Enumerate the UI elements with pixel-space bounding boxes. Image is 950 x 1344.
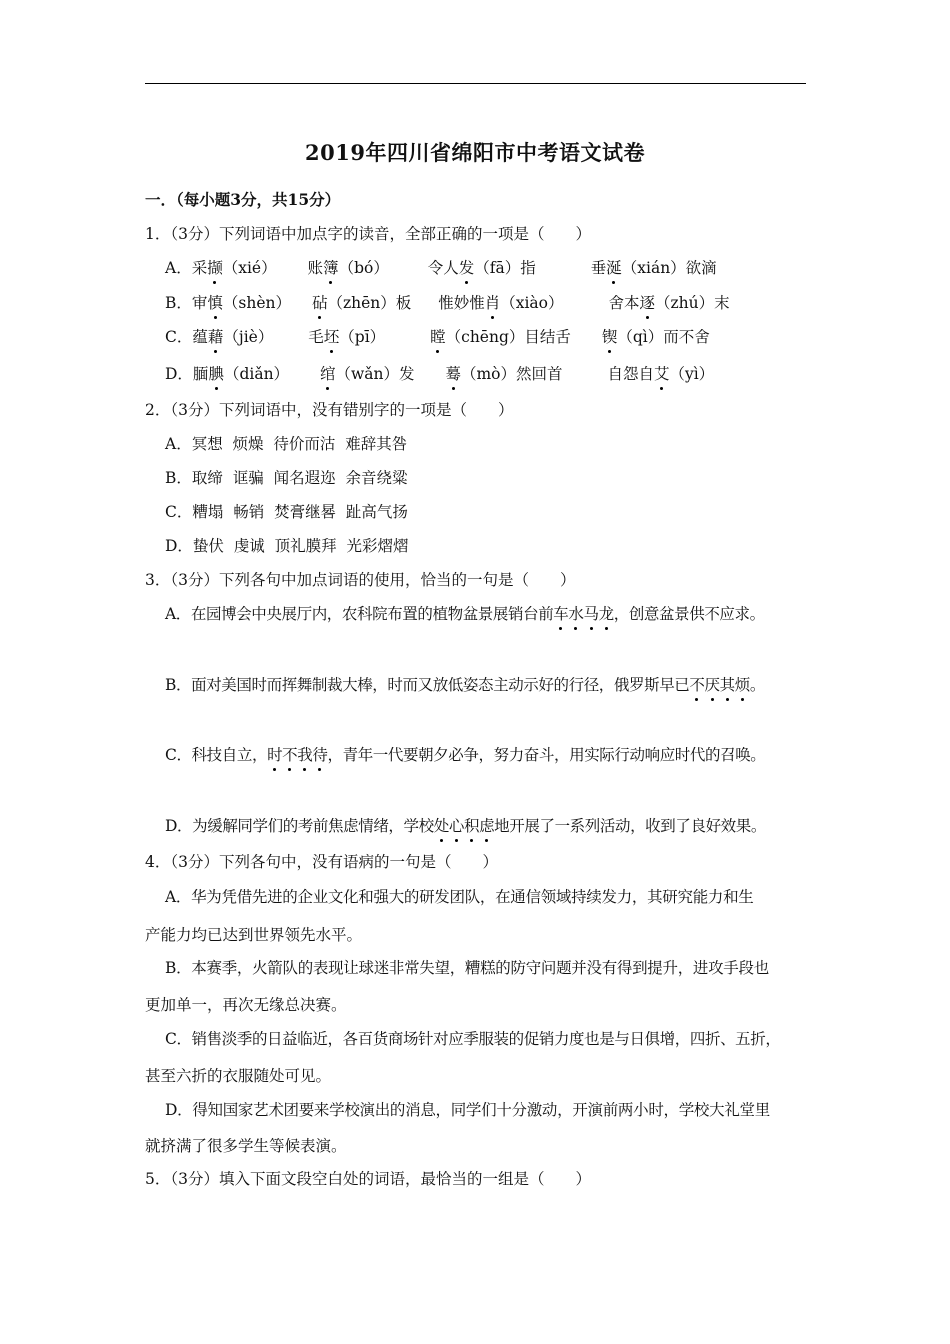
q3-option-a: A．在园博会中央展厅内，农科院布置的植物盆景展销台前车水马龙，创意盆景供不应求。 (165, 605, 765, 623)
q4-option-a-line2: 产能力均已达到世界领先水平。 (145, 926, 363, 944)
q4-option-c-line1: C．销售淡季的日益临近，各百货商场针对应季服装的促销力度也是与日俱增，四折、五折， (165, 1030, 781, 1048)
q4-option-c-line2: 甚至六折的衣服随处可见。 (145, 1067, 332, 1085)
section-heading: 一．（每小题3分，共15分） (145, 190, 341, 209)
q5-stem: 5．（3分）填入下面文段空白处的词语，最恰当的一组是（ ） (145, 1170, 591, 1188)
page-title: 2019年四川省绵阳市中考语文试卷 (305, 140, 645, 165)
q4-stem: 4．（3分）下列各句中，没有语病的一句是（ ） (145, 853, 498, 871)
q4-option-a-line1: A．华为凭借先进的企业文化和强大的研发团队，在通信领域持续发力，其研究能力和生 (165, 888, 754, 906)
q3-option-c: C．科技自立，时不我待，青年一代要朝夕必争，努力奋斗，用实际行动响应时代的召唤。 (165, 746, 766, 764)
q2-option-c: C．糟塌 畅销 焚膏继晷 趾高气扬 (165, 503, 408, 521)
q3-option-b: B．面对美国时而挥舞制裁大棒，时而又放低姿态主动示好的行径，俄罗斯早已不厌其烦。 (165, 676, 765, 694)
q1-option-c: C．蕴藉（jiè） 毛坯（pī） 瞠（chēng）目结舌 锲（qì）而不舍 (165, 328, 710, 346)
q1-option-a: A．采撷（xié） 账簿（bó） 令人发（fā）指 垂涎（xián）欲滴 (165, 259, 717, 277)
q4-option-d-line1: D．得知国家艺术团要来学校演出的消息，同学们十分激动，开演前两小时，学校大礼堂里 (165, 1101, 770, 1119)
q3-option-d: D．为缓解同学们的考前焦虑情绪，学校处心积虑地开展了一系列活动，收到了良好效果。 (165, 817, 766, 835)
q1-stem: 1．（3分）下列词语中加点字的读音，全部正确的一项是（ ） (145, 225, 591, 243)
q1-option-d: D．腼腆（diǎn） 绾（wǎn）发 蓦（mò）然回首 自怨自艾（yì） (165, 365, 715, 383)
q2-option-d: D．蛰伏 虔诚 顶礼膜拜 光彩熠熠 (165, 537, 409, 555)
q3-stem: 3．（3分）下列各句中加点词语的使用，恰当的一句是（ ） (145, 571, 576, 589)
q1-option-b: B．审慎（shèn） 砧（zhēn）板 惟妙惟肖（xiào） 舍本逐（zhú）末 (165, 294, 730, 312)
q4-option-b-line2: 更加单一，再次无缘总决赛。 (145, 996, 347, 1014)
q4-option-d-line2: 就挤满了很多学生等候表演。 (145, 1137, 347, 1155)
q4-option-b-line1: B．本赛季，火箭队的表现让球迷非常失望，糟糕的防守问题并没有得到提升，进攻手段也 (165, 959, 769, 977)
q2-stem: 2．（3分）下列词语中，没有错别字的一项是（ ） (145, 401, 514, 419)
q2-option-a: A．冥想 烦燥 待价而沽 难辞其咎 (165, 435, 408, 453)
q2-option-b: B．取缔 诓骗 闻名遐迩 余音绕粱 (165, 469, 408, 487)
header-rule (145, 83, 806, 84)
